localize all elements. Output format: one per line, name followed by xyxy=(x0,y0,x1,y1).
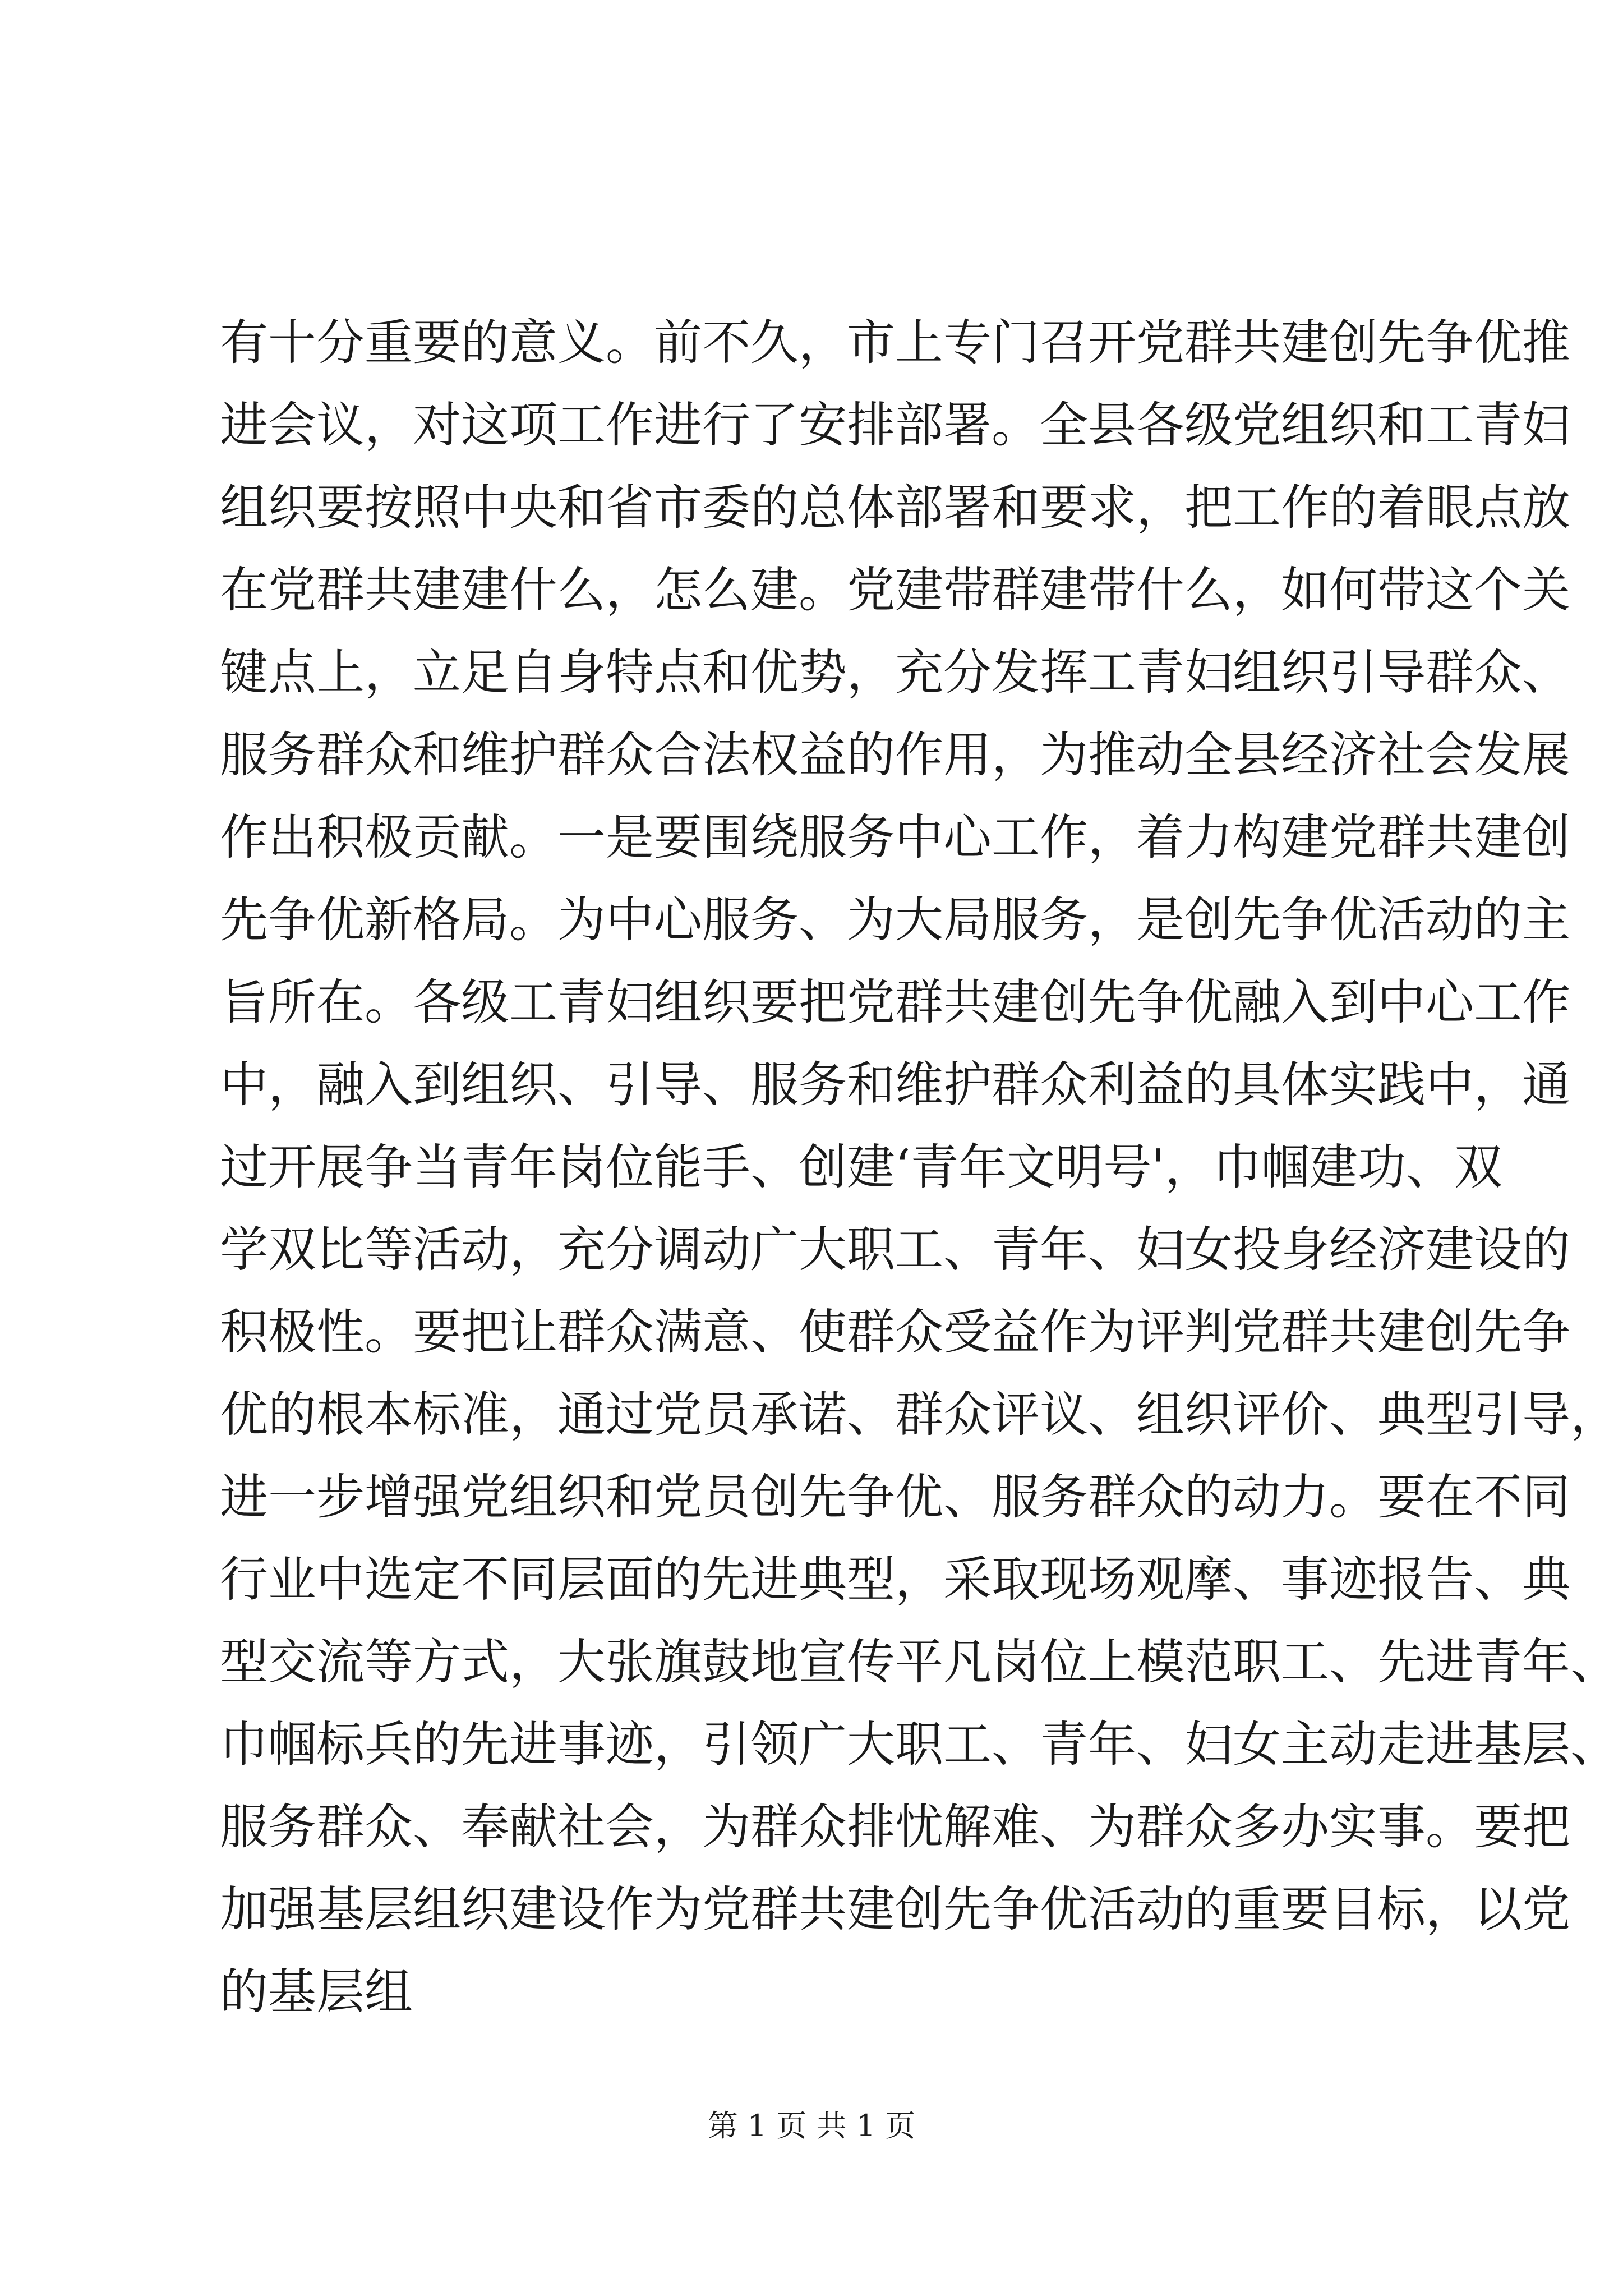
text-line: 中，融入到组织、引导、服务和维护群众利益的具体实践中，通 xyxy=(220,1057,1570,1113)
text-line: 服务群众、奉献社会，为群众排忧解难、为群众多办实事。要把 xyxy=(220,1799,1570,1855)
text-line: 组织要按照中央和省市委的总体部署和要求，把工作的着眼点放 xyxy=(220,480,1570,536)
text-line: 学双比等活动，充分调动广大职工、青年、妇女投身经济建设的 xyxy=(220,1222,1570,1278)
body-text xyxy=(220,302,1619,2033)
text-line: 积极性。要把让群众满意、使群众受益作为评判党群共建创先争 xyxy=(220,1304,1570,1360)
text-line: 优的根本标准，通过党员承诺、群众评议、组织评价、典型引导， xyxy=(220,1387,1619,1443)
text-line: 旨所在。各级工青妇组织要把党群共建创先争优融入到中心工作 xyxy=(220,974,1570,1030)
page-footer: 第 1 页 共 1 页 xyxy=(707,2108,916,2143)
text-line: 过开展争当青年岗位能手、创建‘青年文明号'，巾帼建功、双 xyxy=(220,1139,1502,1195)
text-line: 行业中选定不同层面的先进典型，采取现场观摩、事迹报告、典 xyxy=(220,1552,1570,1608)
text-line: 键点上，立足自身特点和优势，充分发挥工青妇组织引导群众、 xyxy=(220,645,1570,701)
text-line: 进一步增强党组织和党员创先争优、服务群众的动力。要在不同 xyxy=(220,1469,1570,1525)
text-line: 作出积极贡献。一是要围绕服务中心工作，着力构建党群共建创 xyxy=(220,809,1570,866)
text-line: 先争优新格局。为中心服务、为大局服务，是创先争优活动的主 xyxy=(220,892,1570,948)
text-line: 型交流等方式，大张旗鼓地宣传平凡岗位上模范职工、先进青年、 xyxy=(220,1634,1619,1690)
text-line: 巾帼标兵的先进事迹，引领广大职工、青年、妇女主动走进基层、 xyxy=(220,1717,1619,1773)
text-line: 的基层组 xyxy=(220,1964,413,2020)
text-line: 加强基层组织建设作为党群共建创先争优活动的重要目标，以党 xyxy=(220,1881,1570,1938)
text-line: 进会议，对这项工作进行了安排部署。全县各级党组织和工青妇 xyxy=(220,397,1570,453)
text-line: 有十分重要的意义。前不久，市上专门召开党群共建创先争优推 xyxy=(220,315,1570,371)
text-line: 在党群共建建什么，怎么建。党建带群建带什么，如何带这个关 xyxy=(220,562,1570,618)
text-line: 服务群众和维护群众合法权益的作用，为推动全县经济社会发展 xyxy=(220,727,1570,783)
